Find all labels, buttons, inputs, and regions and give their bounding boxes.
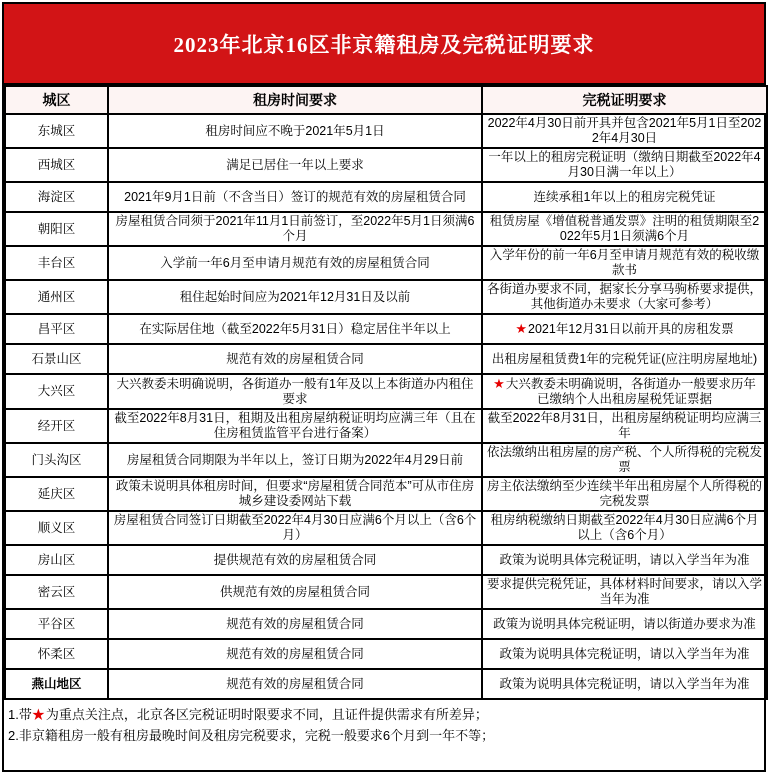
tax-requirement-cell: 政策为说明具体完税证明，请以街道办要求为准 [482,609,767,639]
district-cell: 平谷区 [5,609,108,639]
district-cell: 房山区 [5,545,108,575]
notes-section [4,700,764,770]
tax-requirement-cell: 政策为说明具体完税证明，请以入学当年为准 [482,639,767,669]
rent-requirement-cell: 供规范有效的房屋租赁合同 [108,575,482,609]
rent-requirement-cell: 入学前一年6月至申请月规范有效的房屋租赁合同 [108,246,482,280]
tax-requirement-cell: 租房纳税缴纳日期截至2022年4月30日应满6个月以上（含6个月） [482,511,767,545]
district-cell: 西城区 [5,148,108,182]
rent-requirement-cell: 规范有效的房屋租赁合同 [108,344,482,374]
district-cell: 大兴区 [5,374,108,409]
district-cell: 顺义区 [5,511,108,545]
table-row [5,182,767,212]
district-cell: 经开区 [5,409,108,443]
tax-requirement-cell: 依法缴纳出租房屋的房产税、个人所得税的完税发票 [482,443,767,477]
table-row [5,314,767,344]
tax-requirement-cell: 出租房屋租赁费1年的完税凭证(应注明房屋地址) [482,344,767,374]
tax-requirement-cell: 截至2022年8月31日，出租房屋纳税证明均应满三年 [482,409,767,443]
district-cell: 燕山地区 [5,669,108,699]
table-row [5,477,767,511]
rent-requirement-cell: 2021年9月1日前（不含当日）签订的规范有效的房屋租赁合同 [108,182,482,212]
district-cell: 东城区 [5,114,108,148]
tax-requirement-cell: 各街道办要求不同，据家长分享马驹桥要求提供，其他街道办未要求（大家可参考） [482,280,767,314]
table-row [5,443,767,477]
table-row [5,344,767,374]
note-1-text: 为重点关注点，北京各区完税证明时限要求不同，且证件提供需求有所差异； [45,707,488,722]
tax-requirement-cell: 要求提供完税凭证，具体材料时间要求，请以入学当年为准 [482,575,767,609]
header-tax-certificate-requirement: 完税证明要求 [482,86,767,114]
note-line-2: 2.非京籍租房一般有租房最晚时间及租房完税要求，完税一般要求6个月到一年不等； [8,728,495,743]
tax-requirement-cell: 2022年4月30日前开具并包含2021年5月1日至2022年4月30日 [482,114,767,148]
table-row [5,409,767,443]
rent-requirement-cell: 租房时间应不晚于2021年5月1日 [108,114,482,148]
table-row [5,374,767,409]
table-row [5,212,767,246]
rent-requirement-cell: 政策未说明具体租房时间，但要求“房屋租赁合同范本”可从市住房城乡建设委网站下载 [108,477,482,511]
table-body [5,114,767,699]
note-1-prefix: 1.带 [8,707,32,722]
table-row [5,545,767,575]
district-cell: 石景山区 [5,344,108,374]
rent-requirement-cell: 规范有效的房屋租赁合同 [108,609,482,639]
tax-requirement-cell: ★2021年12月31日以前开具的房租发票 [482,314,767,344]
district-cell: 朝阳区 [5,212,108,246]
rent-requirement-cell: 房屋租赁合同签订日期截至2022年4月30日应满6个月以上（含6个月） [108,511,482,545]
table-row [5,639,767,669]
tax-requirement-cell: 入学年份的前一年6月至申请月规范有效的税收缴款书 [482,246,767,280]
district-cell: 门头沟区 [5,443,108,477]
rent-requirement-cell: 规范有效的房屋租赁合同 [108,639,482,669]
tax-requirement-cell: 租赁房屋《增值税普通发票》注明的租赁期限至2022年5月1日须满6个月 [482,212,767,246]
rent-requirement-cell: 截至2022年8月31日，租期及出租房屋纳税证明均应满三年（且在住房租赁监管平台进行备案） [108,409,482,443]
rent-requirement-cell: 规范有效的房屋租赁合同 [108,669,482,699]
rent-requirement-cell: 房屋租赁合同期限为半年以上，签订日期为2022年4月29日前 [108,443,482,477]
header-rent-time-requirement: 租房时间要求 [108,86,482,114]
table-row [5,114,767,148]
star-icon: ★ [31,707,45,722]
header-district: 城区 [5,86,108,114]
rent-requirement-cell: 在实际居住地（截至2022年5月31日）稳定居住半年以上 [108,314,482,344]
tax-requirement-cell: 连续承租1年以上的租房完税凭证 [482,182,767,212]
note-line-1 [8,704,758,725]
tax-requirement-cell: 政策为说明具体完税证明，请以入学当年为准 [482,545,767,575]
district-cell: 怀柔区 [5,639,108,669]
district-cell: 通州区 [5,280,108,314]
district-cell: 海淀区 [5,182,108,212]
tax-requirement-cell: 一年以上的租房完税证明（缴纳日期截至2022年4月30日满一年以上） [482,148,767,182]
table-header-row [5,86,767,114]
district-cell: 延庆区 [5,477,108,511]
table-row [5,246,767,280]
title-banner [4,4,764,85]
rent-requirement-cell: 满足已居住一年以上要求 [108,148,482,182]
star-icon: ★ [515,321,528,336]
infographic-sheet [2,2,766,772]
tax-requirement-cell: 政策为说明具体完税证明，请以入学当年为准 [482,669,767,699]
rent-requirement-cell: 房屋租赁合同须于2021年11月1日前签订，至2022年5月1日须满6个月 [108,212,482,246]
table-row [5,148,767,182]
requirements-table [4,85,768,700]
tax-requirement-cell: 房主依法缴纳至少连续半年出租房屋个人所得税的完税发票 [482,477,767,511]
table-row [5,280,767,314]
table-row [5,511,767,545]
table-row [5,669,767,699]
rent-requirement-cell: 大兴教委未明确说明，各街道办一般有1年及以上本街道办内租住要求 [108,374,482,409]
district-cell: 昌平区 [5,314,108,344]
table-row [5,609,767,639]
rent-requirement-cell: 租住起始时间应为2021年12月31日及以前 [108,280,482,314]
district-cell: 密云区 [5,575,108,609]
rent-requirement-cell: 提供规范有效的房屋租赁合同 [108,545,482,575]
page-title: 2023年北京16区非京籍租房及完税证明要求 [173,32,595,57]
district-cell: 丰台区 [5,246,108,280]
table-row [5,575,767,609]
tax-requirement-cell: ★大兴教委未明确说明，各街道办一般要求历年已缴纳个人出租房屋税凭证票据 [482,374,767,409]
star-icon: ★ [493,376,505,391]
